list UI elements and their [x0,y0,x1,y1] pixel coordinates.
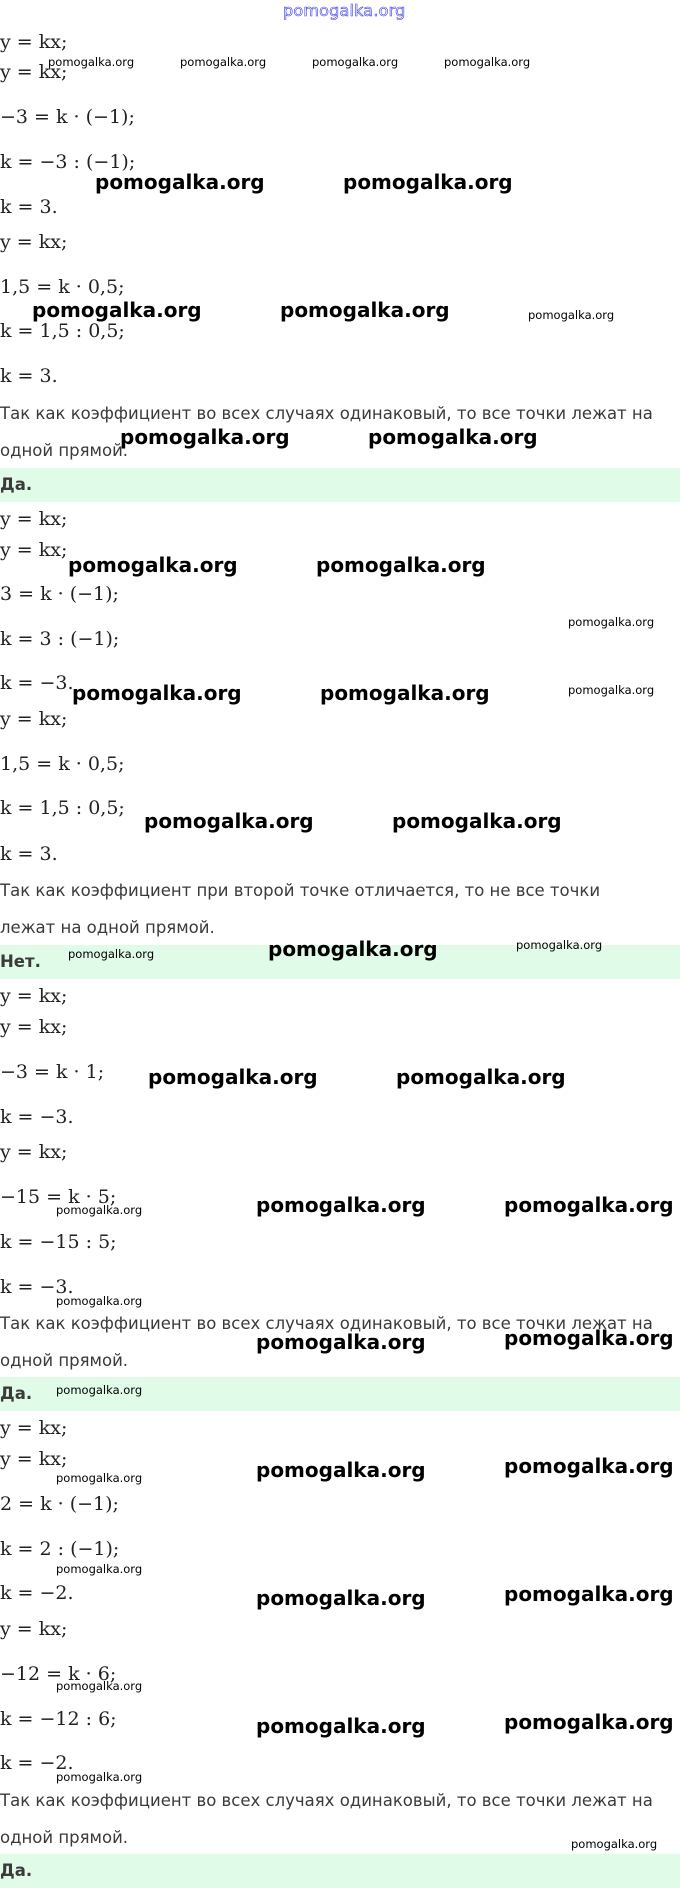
watermark: pomogalka.org [504,1326,674,1350]
math-line: k = −2. [0,1752,74,1774]
math-line: y = kx; [0,231,68,253]
watermark: pomogalka.org [56,1471,143,1485]
math-line: k = −3. [0,672,74,694]
math-line: y = kx; [0,1417,68,1439]
watermark: pomogalka.org [320,681,490,705]
math-line: y = kx; [0,508,68,530]
conclusion-text: Так как коэффициент во всех случаях одинаковый, то все точки лежат на одной прямой. [0,404,653,460]
watermark: pomogalka.org [368,425,538,449]
conclusion-text: Так как коэффициент во всех случаях одинаковый, то все точки лежат на одной прямой. [0,1314,653,1370]
math-line: y = kx; [0,1141,68,1163]
watermark: pomogalka.org [56,1294,143,1308]
watermark: pomogalka.org [32,298,202,322]
math-line: y = kx; [0,1016,68,1038]
watermark: pomogalka.org [256,1714,426,1738]
watermark: pomogalka.org [528,308,615,322]
answer-banner: Да. [0,468,680,502]
watermark: pomogalka.org [571,1837,658,1851]
watermark: pomogalka.org [504,1710,674,1734]
math-line: k = 3. [0,196,58,218]
math-line: k = 3 : (−1); [0,628,120,650]
watermark: pomogalka.org [504,1582,674,1606]
watermark: pomogalka.org [444,55,531,69]
watermark: pomogalka.org [392,809,562,833]
watermark: pomogalka.org [396,1065,566,1089]
math-line: k = 2 : (−1); [0,1538,120,1560]
math-line: y = kx; [0,708,68,730]
watermark: pomogalka.org [144,809,314,833]
watermark: pomogalka.org [56,1203,143,1217]
watermark: pomogalka.org [568,683,655,697]
math-line: −15 = k · 5; [0,1186,117,1208]
watermark: pomogalka.org [280,298,450,322]
math-line: −12 = k · 6; [0,1663,117,1685]
math-line: y = kx; [0,1448,68,1470]
math-line: k = 1,5 : 0,5; [0,320,125,342]
answer-banner: Да. [0,1377,680,1411]
conclusion-text: Так как коэффициент при второй точке отличается, то не все точки лежат на одной прямой. [0,881,601,937]
watermark: pomogalka.org [343,170,513,194]
watermark: pomogalka.org [256,1586,426,1610]
math-line: k = −2. [0,1582,74,1604]
watermark: pomogalka.org [95,170,265,194]
watermark: pomogalka.org [568,615,655,629]
site-logo[interactable]: pomogalka.org [283,1,406,20]
watermark: pomogalka.org [180,55,267,69]
math-line: 2 = k · (−1); [0,1493,119,1515]
answer-banner: Нет. [0,945,680,979]
answer-banner: Да. [0,1854,680,1888]
watermark: pomogalka.org [316,553,486,577]
math-line: y = kx; [0,1618,68,1640]
conclusion-text: Так как коэффициент во всех случаях одинаковый, то все точки лежат на одной прямой. [0,1791,653,1847]
watermark: pomogalka.org [56,1770,143,1784]
watermark: pomogalka.org [256,1330,426,1354]
watermark: pomogalka.org [72,681,242,705]
watermark: pomogalka.org [68,553,238,577]
watermark: pomogalka.org [312,55,399,69]
watermark: pomogalka.org [516,938,603,952]
math-line: −3 = k · 1; [0,1061,105,1083]
math-line: k = 1,5 : 0,5; [0,797,125,819]
watermark: pomogalka.org [148,1065,318,1089]
watermark: pomogalka.org [56,1679,143,1693]
math-line: y = kx; [0,31,68,53]
math-line: k = −3. [0,1106,74,1128]
math-line: k = 3. [0,843,58,865]
watermark: pomogalka.org [504,1454,674,1478]
math-line: y = kx; [0,985,68,1007]
math-line: 1,5 = k · 0,5; [0,753,125,775]
watermark: pomogalka.org [256,1458,426,1482]
math-line: 3 = k · (−1); [0,583,119,605]
watermark: pomogalka.org [504,1193,674,1217]
math-line: k = 3. [0,365,58,387]
watermark: pomogalka.org [68,947,155,961]
watermark: pomogalka.org [268,937,438,961]
math-line: k = −3. [0,1276,74,1298]
watermark: pomogalka.org [56,1383,143,1397]
math-line: y = kx; [0,539,68,561]
math-line: k = −3 : (−1); [0,151,136,173]
watermark: pomogalka.org [120,425,290,449]
math-line: k = −12 : 6; [0,1708,117,1730]
watermark: pomogalka.org [256,1193,426,1217]
watermark: pomogalka.org [56,1562,143,1576]
math-line: −3 = k · (−1); [0,106,135,128]
watermark: pomogalka.org [48,55,135,69]
math-line: 1,5 = k · 0,5; [0,276,125,298]
math-line: y = kx; [0,61,68,83]
math-line: k = −15 : 5; [0,1231,117,1253]
